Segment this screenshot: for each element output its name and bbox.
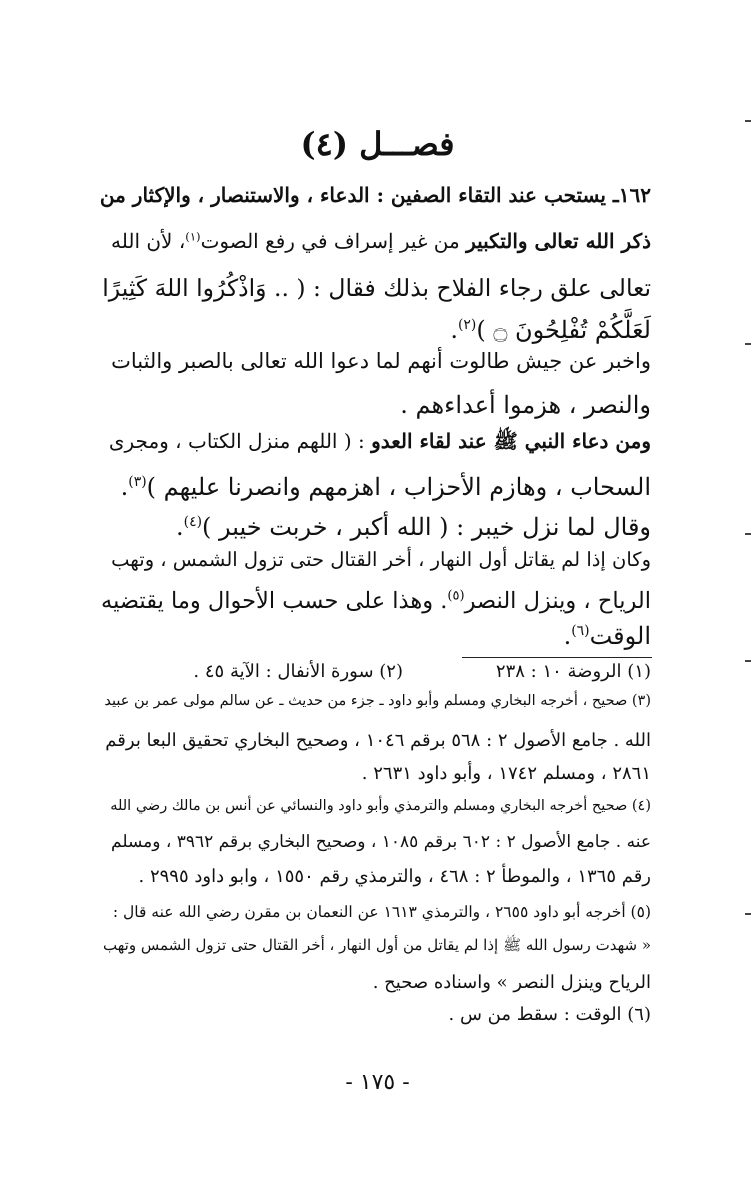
section-title: فصـــل (٤) [300, 125, 455, 163]
scan-edge-mark [745, 660, 751, 662]
paragraph-1-line-1 [100, 183, 651, 207]
footnote-ref: (٤) [183, 514, 203, 530]
scan-edge-mark [745, 533, 751, 535]
paragraph-5-line-2 [101, 588, 651, 615]
paragraph-3-line-2 [121, 473, 651, 502]
footnote-ref: (٦) [571, 623, 590, 639]
paragraph-4-line-1 [176, 513, 651, 542]
paragraph-5-line-3 [564, 622, 651, 651]
paragraph-1-line-3: تعالى علق رجاء الفلاح بذلك فقال : ( .. وَاذْكُرُوا اللهَ كَثِيرًا [102, 274, 651, 302]
paragraph-2-line-1: واخبر عن جيش طالوت أنهم لما دعوا الله تعالى بالصبر والثبات [111, 349, 651, 373]
paragraph-1-line-2 [111, 229, 651, 253]
quran-verse: لَعَلَّكُمْ تُفْلِحُونَ ۝ ) [476, 316, 651, 344]
text-span: السحاب ، وهازم الأحزاب ، اهزمهم وانصرنا عليهم ) [146, 473, 651, 501]
text-span: الوقت [589, 622, 651, 650]
scan-edge-mark [745, 120, 751, 122]
text-span: ذكر الله تعالى والتكبير [466, 229, 651, 253]
text-span: . [120, 473, 129, 501]
text-span: ، لأن الله [111, 229, 186, 253]
footnote-4-line-3: رقم ١٣٦٥ ، والموطأ ٢ : ٤٦٨ ، والترمذي رقم ١٥٥٠ ، وابو داود ٢٩٩٥ . [138, 866, 651, 887]
footnote-5-line-2: « شهدت رسول الله ﷺ إذا لم يقاتل من أول النهار ، أخر القتال حتى تزول الشمس وتهب [103, 936, 651, 954]
text-span: : ( اللهم منزل الكتاب ، ومجرى [108, 429, 372, 453]
footnote-3-line-3: ٢٨٦١ ، ومسلم ١٧٤٢ ، وأبو داود ٢٦٣١ . [361, 763, 651, 784]
text-span: وقال لما نزل خيبر : ( الله أكبر ، خربت خيبر ) [202, 513, 651, 541]
text-span: ومن دعاء النبي ﷺ عند لقاء العدو [371, 429, 651, 453]
paragraph-2-line-2: والنصر ، هزموا أعداءهم . [400, 391, 651, 419]
text-span: . [563, 622, 572, 650]
footnote-ref: (٢) [457, 317, 477, 333]
footnote-separator [462, 657, 652, 658]
text-span: ـ يستحب عند التقاء الصفين : الدعاء ، والاستنصار ، والإكثار من [99, 183, 619, 207]
footnote-3-line-1: (٣) صحيح ، أخرجه البخاري ومسلم وأبو داود ـ جزء من حديث ـ عن سالم مولى عمر بن عبيد [104, 693, 651, 709]
footnote-5-line-1: (٥) أخرجه أبو داود ٢٦٥٥ ، والترمذي ١٦١٣ عن النعمان بن مقرن رضي الله عنه قال : [112, 903, 651, 921]
scan-edge-mark [745, 343, 751, 345]
footnote-3-line-2: الله . جامع الأصول ٢ : ٥٦٨ برقم ١٠٤٦ ، وصحيح البخاري تحقيق البعا برقم [105, 730, 651, 751]
footnote-ref: (٥) [447, 588, 465, 604]
paragraph-3-line-1 [109, 429, 651, 453]
text-span: . [450, 316, 458, 344]
text-span: الرياح ، وينزل النصر [464, 588, 651, 614]
scan-edge-mark [745, 913, 751, 915]
item-number: ١٦٢ [618, 183, 651, 207]
footnote-2: (٢) سورة الأنفال : الآية ٤٥ . [193, 661, 403, 682]
text-span: . [176, 513, 184, 541]
footnote-4-line-2: عنه . جامع الأصول ٢ : ٦٠٢ برقم ١٠٨٥ ، وصحيح البخاري برقم ٣٩٦٢ ، ومسلم [111, 832, 651, 852]
text-span: . وهذا على حسب الأحوال وما يقتضيه [101, 588, 448, 614]
paragraph-1-line-4 [450, 316, 651, 345]
footnote-5-line-3: الرياح وينزل النصر » واسناده صحيح . [372, 972, 651, 993]
footnote-6: (٦) الوقت : سقط من س . [448, 1004, 651, 1025]
footnote-1: (١) الروضة ١٠ : ٢٣٨ [495, 661, 651, 682]
footnote-4-line-1: (٤) صحيح أخرجه البخاري ومسلم والترمذي وأبو داود والنسائي عن أنس بن مالك رضي الله [110, 798, 651, 814]
text-span: من غير إسراف في رفع الصوت [200, 229, 467, 253]
footnote-ref: (٣) [128, 474, 147, 490]
page-number: - ١٧٥ - [345, 1070, 410, 1095]
footnote-ref: (١) [185, 229, 201, 244]
paragraph-5-line-1: وكان إذا لم يقاتل أول النهار ، أخر القتال حتى تزول الشمس ، وتهب [111, 548, 651, 571]
